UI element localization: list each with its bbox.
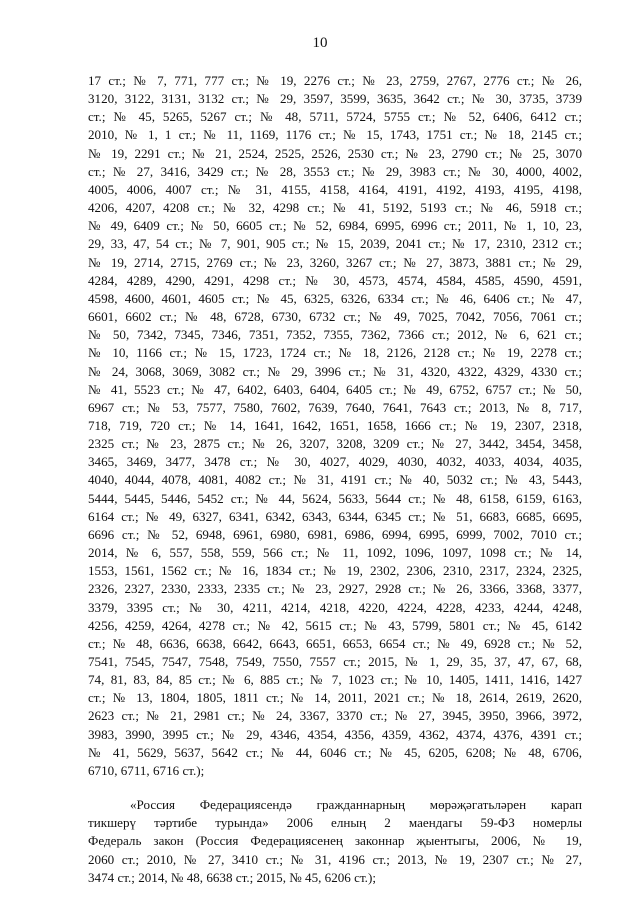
text-line: 3120, 3122, 3131, 3132 ст.; № 29, 3597, 3599, 3635, 3642 ст.; № 30, 3735, 3739 xyxy=(88,91,582,107)
text-line: 4206, 4207, 4208 ст.; № 32, 4298 ст.; № 41, 5192, 5193 ст.; № 46, 5918 ст.; xyxy=(88,200,582,216)
text-line: 4598, 4600, 4601, 4605 ст.; № 45, 6325, 6326, 6334 ст.; № 46, 6406 ст.; № 47, xyxy=(88,290,582,306)
text-line: 3983, 3990, 3995 ст.; № 29, 4346, 4354, 4356, 4359, 4362, 4374, 4376, 4391 ст.; xyxy=(88,726,582,742)
federal-law-paragraph xyxy=(88,796,582,887)
text-line: ст.; № 48, 6636, 6638, 6642, 6643, 6651, 6653, 6654 ст.; № 49, 6928 ст.; № 52, xyxy=(88,635,582,651)
text-line: «Россия Федерациясендә гражданнарның мөрәҗәгатьләрен карап xyxy=(130,797,582,813)
text-line: 29, 33, 47, 54 ст.; № 7, 901, 905 ст.; № 15, 2039, 2041 ст.; № 17, 2310, 2312 ст.; xyxy=(88,236,582,252)
page-number: 10 xyxy=(312,35,328,51)
text-line: № 49, 6409 ст.; № 50, 6605 ст.; № 52, 6984, 6995, 6996 ст.; 2011, № 1, 10, 23, xyxy=(88,218,582,234)
text-line: № 24, 3068, 3069, 3082 ст.; № 29, 3996 ст.; № 31, 4320, 4322, 4329, 4330 ст.; xyxy=(88,363,582,379)
text-line: № 41, 5629, 5637, 5642 ст.; № 44, 6046 ст.; № 45, 6205, 6208; № 48, 6706, xyxy=(88,744,582,760)
text-line: 5444, 5445, 5446, 5452 ст.; № 44, 5624, 5633, 5644 ст.; № 48, 6158, 6159, 6163, xyxy=(88,490,582,506)
text-line: 74, 81, 83, 84, 85 ст.; № 6, 885 ст.; № 7, 1023 ст.; № 10, 1405, 1411, 1416, 1427 xyxy=(88,672,582,688)
text-line: № 19, 2291 ст.; № 21, 2524, 2525, 2526, 2530 ст.; № 23, 2790 ст.; № 25, 3070 xyxy=(88,145,582,161)
text-line: 2326, 2327, 2330, 2333, 2335 ст.; № 23, 2927, 2928 ст.; № 26, 3366, 3368, 3377, xyxy=(88,581,582,597)
text-line: 2014, № 6, 557, 558, 559, 566 ст.; № 11, 1092, 1096, 1097, 1098 ст.; № 14, xyxy=(88,545,582,561)
text-line: 718, 719, 720 ст.; № 14, 1641, 1642, 1651, 1658, 1666 ст.; № 19, 2307, 2318, xyxy=(88,417,582,433)
text-line: 17 ст.; № 7, 771, 777 ст.; № 19, 2276 ст.; № 23, 2759, 2767, 2776 ст.; № 26, xyxy=(88,73,582,88)
text-line: 6710, 6711, 6716 ст.); xyxy=(88,762,205,778)
text-line: № 41, 5523 ст.; № 47, 6402, 6403, 6404, 6405 ст.; № 49, 6752, 6757 ст.; № 50, xyxy=(88,381,582,397)
text-line: тикшерү тәртибе турында» 2006 елның 2 маендагы 59-ФЗ номерлы xyxy=(88,815,582,831)
text-line: 6967 ст.; № 53, 7577, 7580, 7602, 7639, 7640, 7641, 7643 ст.; 2013, № 8, 717, xyxy=(88,399,582,415)
paragraph-gap xyxy=(88,780,582,796)
document-body xyxy=(88,72,582,887)
text-line: 3474 ст.; 2014, № 48, 6638 ст.; 2015, № 45, 6206 ст.); xyxy=(88,869,376,885)
text-line: 4256, 4259, 4264, 4278 ст.; № 42, 5615 ст.; № 43, 5799, 5801 ст.; № 45, 6142 xyxy=(88,617,582,633)
text-line: 6601, 6602 ст.; № 48, 6728, 6730, 6732 ст.; № 49, 7025, 7042, 7056, 7061 ст.; xyxy=(88,309,582,325)
text-line: 2060 ст.; 2010, № 27, 3410 ст.; № 31, 4196 ст.; 2013, № 19, 2307 ст.; № 27, xyxy=(88,851,582,867)
text-line: № 10, 1166 ст.; № 15, 1723, 1724 ст.; № 18, 2126, 2128 ст.; № 19, 2278 ст.; xyxy=(88,345,582,361)
text-line: 3465, 3469, 3477, 3478 ст.; № 30, 4027, 4029, 4030, 4032, 4033, 4034, 4035, xyxy=(88,454,582,470)
text-line: ст.; № 45, 5265, 5267 ст.; № 48, 5711, 5724, 5755 ст.; № 52, 6406, 6412 ст.; xyxy=(88,109,582,125)
text-line: 1553, 1561, 1562 ст.; № 16, 1834 ст.; № 19, 2302, 2306, 2310, 2317, 2324, 2325, xyxy=(88,563,582,579)
text-line: № 19, 2714, 2715, 2769 ст.; № 23, 3260, 3267 ст.; № 27, 3873, 3881 ст.; № 29, xyxy=(88,254,582,270)
text-line: 4005, 4006, 4007 ст.; № 31, 4155, 4158, 4164, 4191, 4192, 4193, 4195, 4198, xyxy=(88,181,582,197)
text-line: ст.; № 27, 3416, 3429 ст.; № 28, 3553 ст.; № 29, 3983 ст.; № 30, 4000, 4002, xyxy=(88,163,582,179)
text-line: 2623 ст.; № 21, 2981 ст.; № 24, 3367, 3370 ст.; № 27, 3945, 3950, 3966, 3972, xyxy=(88,708,582,724)
text-line: № 50, 7342, 7345, 7346, 7351, 7352, 7355, 7362, 7366 ст.; 2012, № 6, 621 ст.; xyxy=(88,327,582,343)
law-citations-paragraph xyxy=(88,72,582,780)
text-line: Федераль закон (Россия Федерациясенең законнар җыентыгы, 2006, № 19, xyxy=(88,833,582,849)
text-line: 4284, 4289, 4290, 4291, 4298 ст.; № 30, 4573, 4574, 4584, 4585, 4590, 4591, xyxy=(88,272,582,288)
text-line: 2325 ст.; № 23, 2875 ст.; № 26, 3207, 3208, 3209 ст.; № 27, 3442, 3454, 3458, xyxy=(88,436,582,452)
text-line: 7541, 7545, 7547, 7548, 7549, 7550, 7557 ст.; 2015, № 1, 29, 35, 37, 47, 67, 68, xyxy=(88,654,582,669)
text-line: 6164 ст.; № 49, 6327, 6341, 6342, 6343, 6344, 6345 ст.; № 51, 6683, 6685, 6695, xyxy=(88,508,582,524)
text-line: 4040, 4044, 4078, 4081, 4082 ст.; № 31, 4191 ст.; № 40, 5032 ст.; № 43, 5443, xyxy=(88,472,582,488)
text-line: 2010, № 1, 1 ст.; № 11, 1169, 1176 ст.; № 15, 1743, 1751 ст.; № 18, 2145 ст.; xyxy=(88,127,582,143)
text-line: ст.; № 13, 1804, 1805, 1811 ст.; № 14, 2011, 2021 ст.; № 18, 2614, 2619, 2620, xyxy=(88,690,582,706)
text-line: 6696 ст.; № 52, 6948, 6961, 6980, 6981, 6986, 6994, 6995, 6999, 7002, 7010 ст.; xyxy=(88,526,582,542)
text-line: 3379, 3395 ст.; № 30, 4211, 4214, 4218, 4220, 4224, 4228, 4233, 4244, 4248, xyxy=(88,599,582,615)
